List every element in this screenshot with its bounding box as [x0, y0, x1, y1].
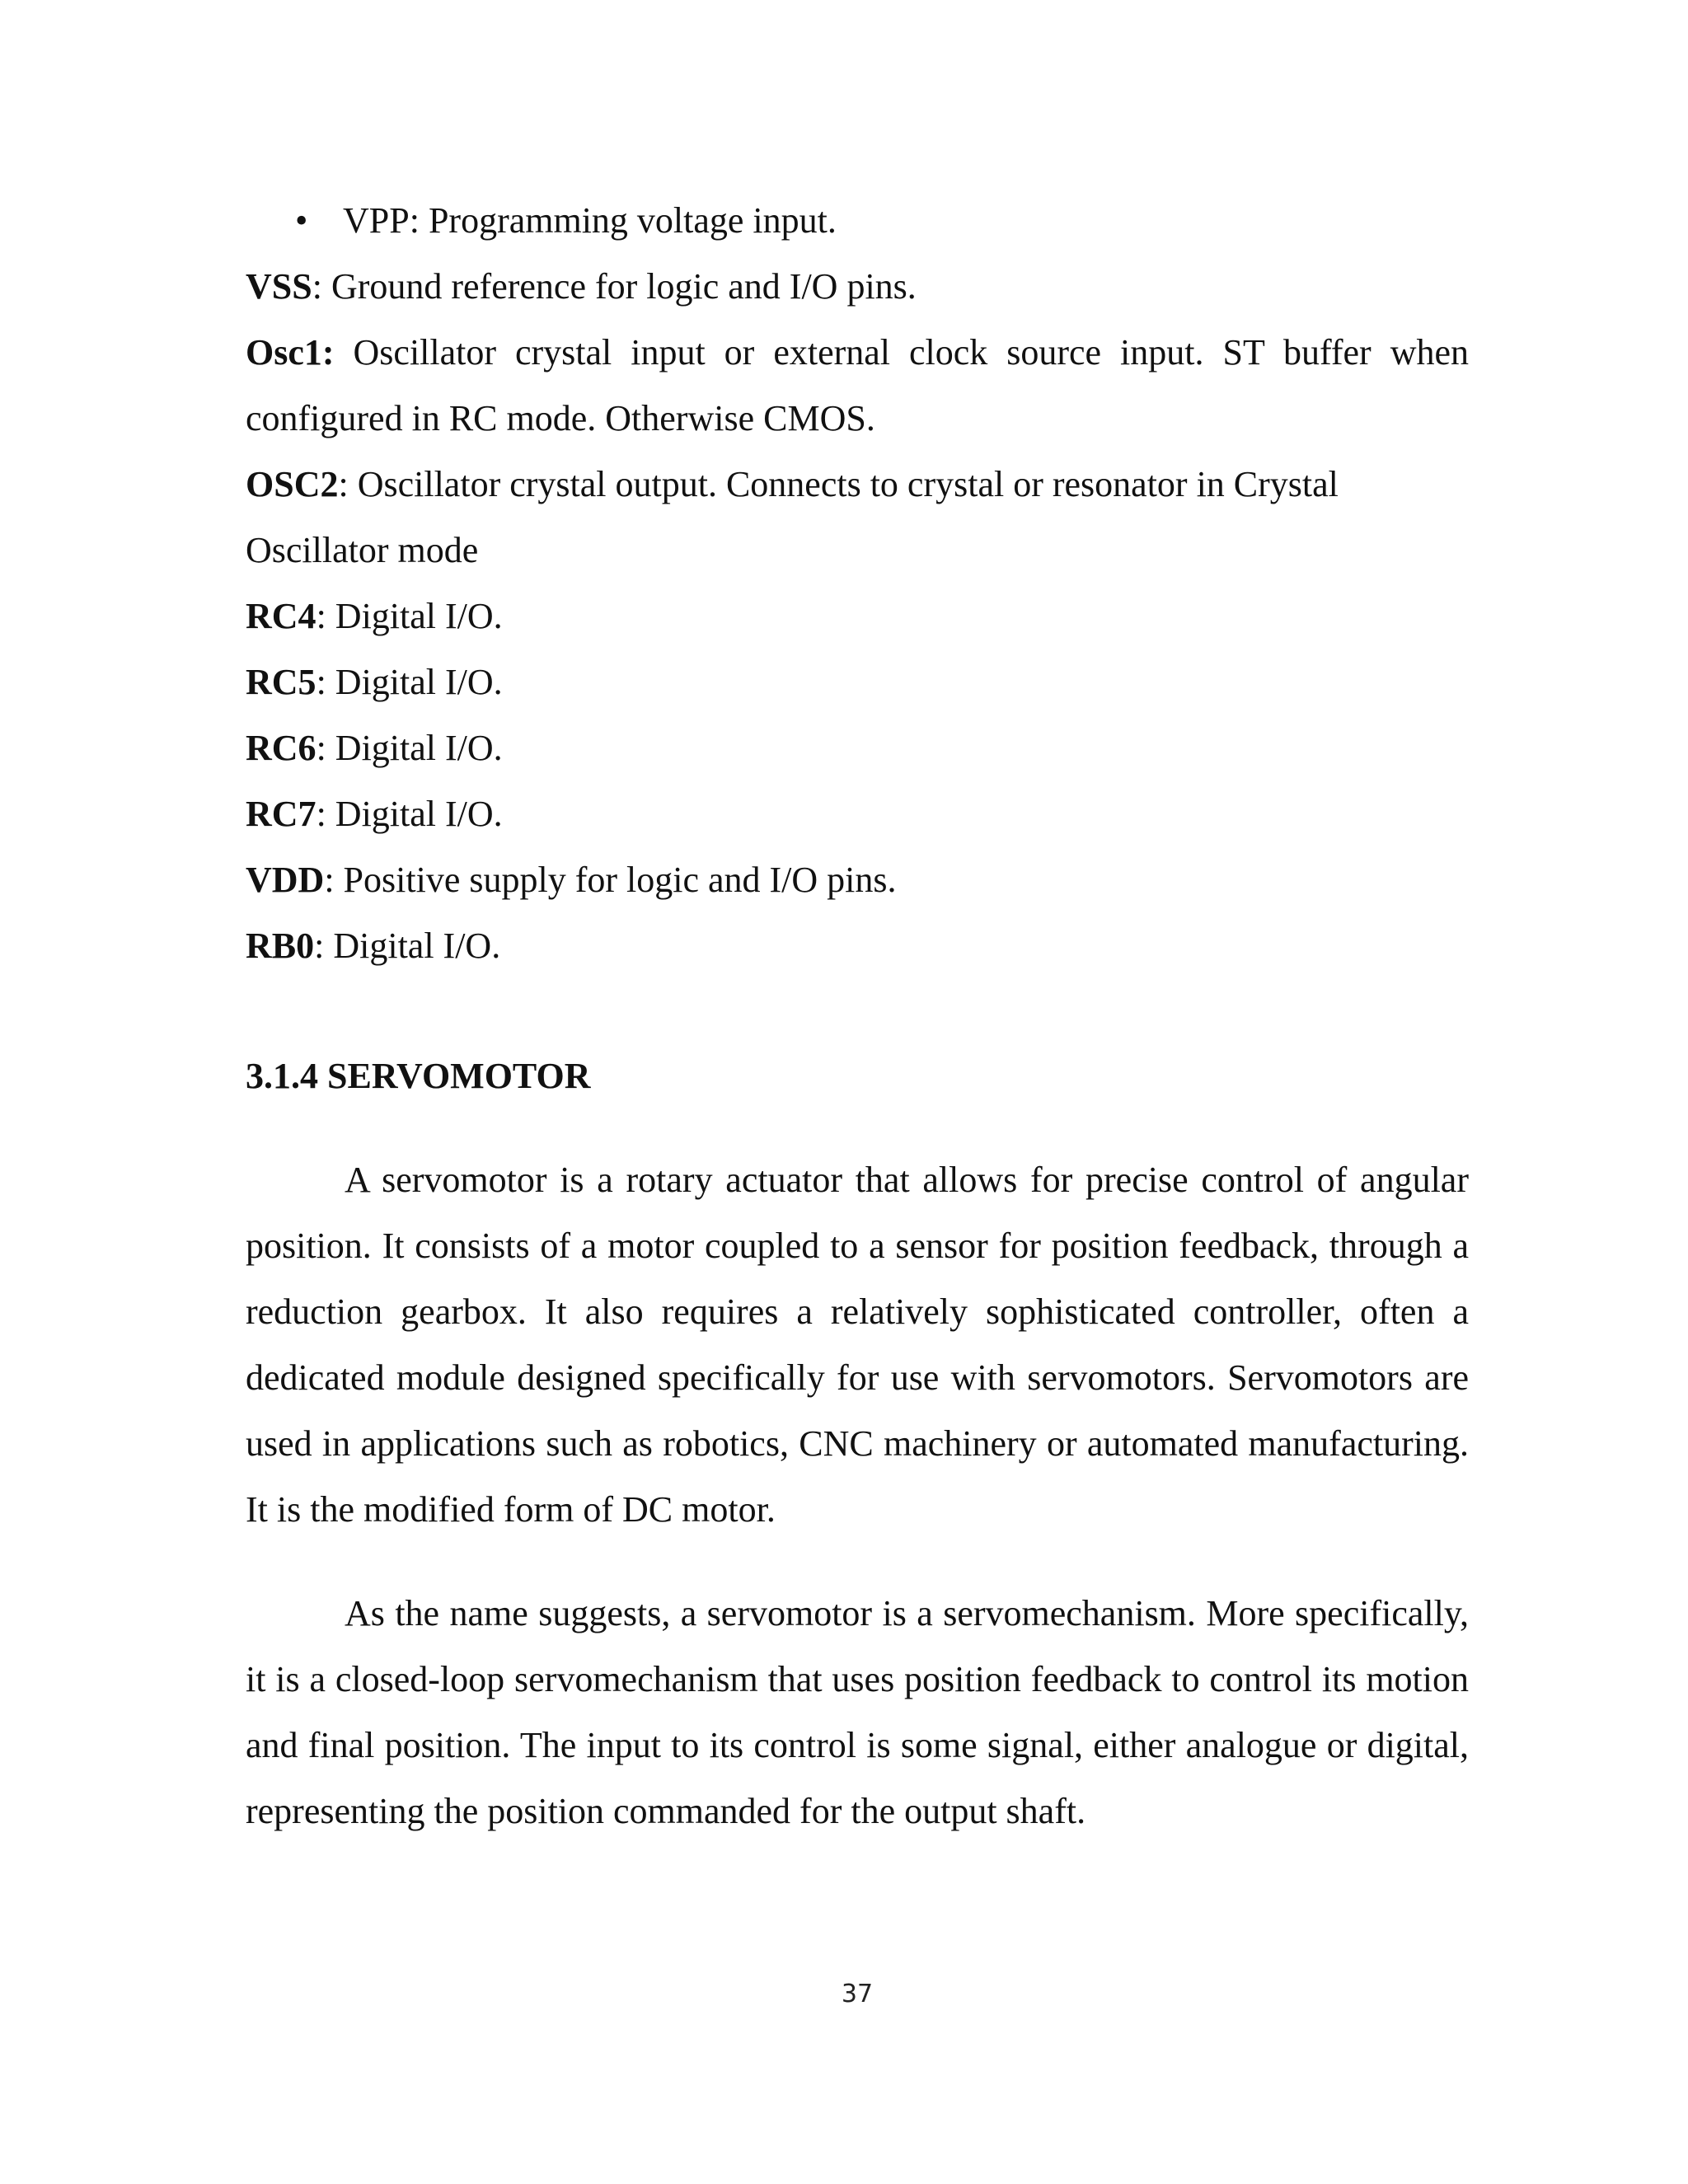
- page-number: 37: [841, 1980, 874, 2008]
- pin-term: RC4: [246, 596, 316, 636]
- bullet-text: VPP: Programming voltage input.: [343, 200, 837, 241]
- page-content: [246, 188, 1469, 1844]
- pin-term: VSS: [246, 266, 312, 307]
- pin-term: RC6: [246, 728, 316, 768]
- pin-term: Osc1:: [246, 332, 335, 373]
- pin-description: : Digital I/O.: [316, 662, 503, 702]
- pin-term: RB0: [246, 926, 315, 966]
- bullet-item-vpp: [246, 188, 1469, 254]
- pin-definition-vss: [246, 254, 1469, 320]
- pin-term: RC5: [246, 662, 316, 702]
- pin-term: OSC2: [246, 464, 339, 504]
- pin-definition-rb0: [246, 913, 1469, 979]
- pin-description: : Ground reference for logic and I/O pins.: [312, 266, 917, 307]
- pin-description: : Oscillator crystal output. Connects to crystal or resonator in Crystal Oscillator mode: [246, 464, 1339, 570]
- pin-description: : Digital I/O.: [314, 926, 501, 966]
- bullet-mark: •: [295, 200, 308, 241]
- pin-definition-osc1: [246, 320, 1469, 452]
- pin-description: : Positive supply for logic and I/O pins.: [324, 860, 897, 900]
- pin-definition-rc5: [246, 649, 1469, 715]
- pin-definition-rc4: [246, 583, 1469, 649]
- pin-definition-rc6: [246, 715, 1469, 781]
- pin-description: : Digital I/O.: [316, 728, 503, 768]
- paragraph-servomechanism: As the name suggests, a servomotor is a servomechanism. More specifically, it is a closed-loop servomechanism that uses position feedback to control its motion and final position. The input to its control is some signal, either analogue or digital, representing the position commanded for the output shaft.: [246, 1593, 1469, 1831]
- pin-description: : Digital I/O.: [316, 794, 503, 834]
- pin-definition-vdd: [246, 847, 1469, 913]
- pin-term: RC7: [246, 794, 316, 834]
- pin-description: : Digital I/O.: [316, 596, 503, 636]
- pin-term: VDD: [246, 860, 325, 900]
- pin-definition-osc2: [246, 452, 1432, 583]
- section-heading: 3.1.4 SERVOMOTOR: [246, 1056, 591, 1096]
- pin-definition-rc7: [246, 781, 1469, 847]
- pin-description: Oscillator crystal input or external clock source input. ST buffer when configured in RC mode. Otherwise CMOS.: [246, 332, 1469, 438]
- paragraph-servomotor-definition: A servomotor is a rotary actuator that allows for precise control of angular position. It consists of a motor coupled to a sensor for position feedback, through a reduction gearbox. It also requires a relatively sophisticated controller, often a dedicated module designed specifically for use with servomotors. Servomotors are used in applications such as robotics, CNC machinery or automated manufacturing. It is the modified form of DC motor.: [246, 1160, 1469, 1530]
